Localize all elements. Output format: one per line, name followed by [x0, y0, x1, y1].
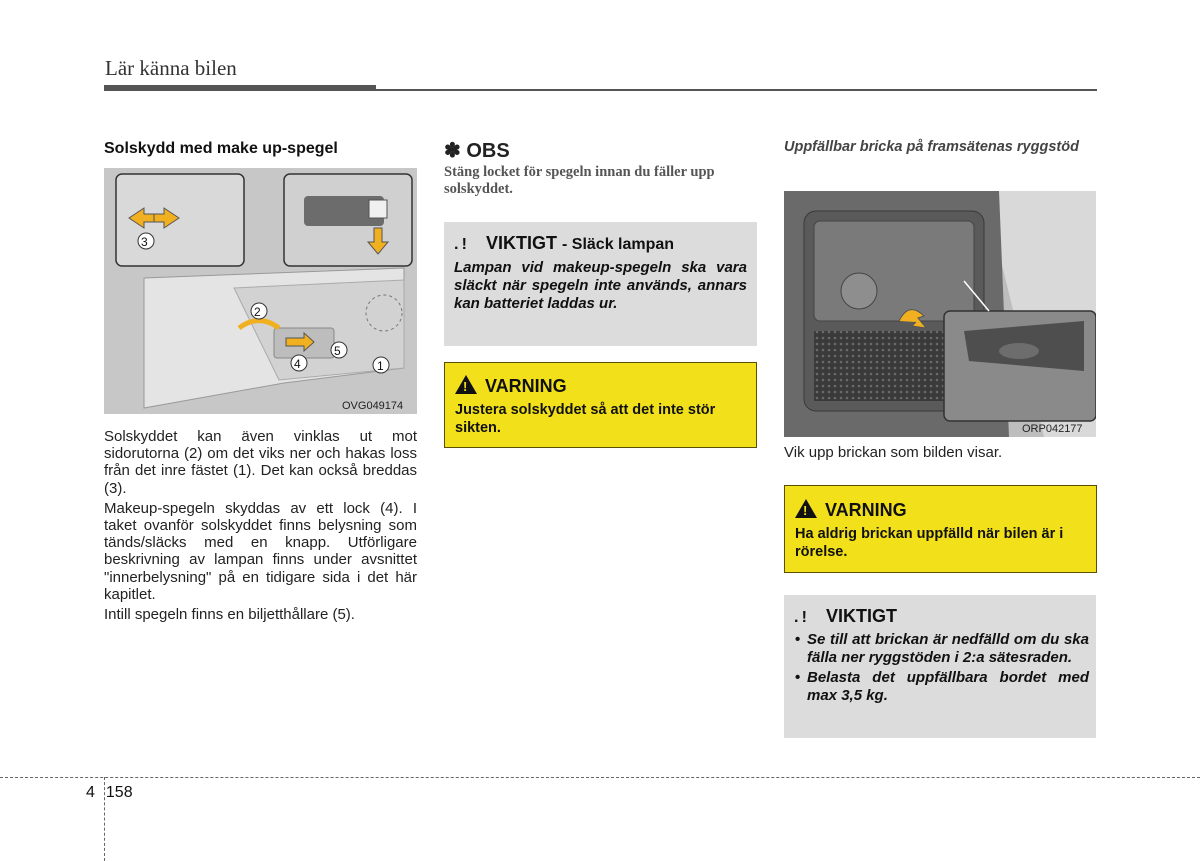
- viktigt-bullets: [789, 631, 1089, 707]
- viktigt-title: VIKTIGT: [486, 233, 557, 253]
- viktigt-box-lamp: [444, 222, 757, 346]
- footer-rule: [0, 777, 1200, 778]
- paragraph-1: Solskyddet kan även vinklas ut mot sidorutorna (2) om det viks ner och hakas loss från det inre fästet (1). Det kan också breddas (3).: [104, 428, 417, 497]
- header-rule-thick: [104, 85, 376, 91]
- callout-3: 3: [141, 235, 148, 249]
- varning-text-2: Ha aldrig brickan uppfälld när bilen är i rörelse.: [795, 526, 1064, 560]
- chapter-number: 4: [86, 784, 95, 801]
- sun-visor-illustration: [104, 168, 417, 414]
- viktigt-subtitle: - Släck lampan: [562, 236, 675, 253]
- viktigt-box-tray: [784, 595, 1096, 738]
- obs-text: Stäng locket för spegeln innan du fäller upp solskyddet.: [444, 164, 715, 197]
- callout-4: 4: [294, 357, 301, 371]
- page-number: [86, 784, 144, 802]
- tray-illustration: [784, 191, 1096, 437]
- varning-title-2: VARNING: [825, 500, 907, 520]
- varning-box-tray: [784, 485, 1097, 573]
- figure-code-1: OVG049174: [342, 400, 404, 412]
- caution-icon: . !: [794, 609, 807, 626]
- caution-icon: . !: [454, 236, 467, 253]
- sun-visor-drawing: [104, 168, 417, 414]
- obs-title: ✽ OBS: [444, 140, 510, 162]
- tray-drawing: [784, 191, 1096, 437]
- paragraph-2: Makeup-spegeln skyddas av ett lock (4). I taket ovanför solskyddet finns belysning som tänds/släcks med en knapp. Utförligare beskrivning av lampan finns under avsnittet "innerbelysning" på en tidigare sida i det här kapitlet.: [104, 499, 417, 603]
- varning-box-visor: [444, 362, 757, 448]
- viktigt-title-2: VIKTIGT: [826, 606, 897, 626]
- callout-5: 5: [334, 344, 341, 358]
- header-rule-thin: [376, 89, 1097, 91]
- section-heading-sun-visor: Solskydd med make up-spegel: [104, 140, 338, 157]
- sun-visor-body-text: [104, 428, 417, 626]
- varning-text: Justera solskyddet så att det inte stör sikten.: [455, 402, 716, 436]
- list-item: • Se till att brickan är nedfälld om du ska fälla ner ryggstöden i 2:a sätesraden.: [789, 631, 1089, 667]
- page-number-value: 158: [105, 784, 133, 801]
- warning-triangle-icon: [455, 375, 477, 394]
- chapter-header-title: Lär känna bilen: [105, 56, 237, 80]
- callout-2: 2: [254, 305, 261, 319]
- varning-title: VARNING: [485, 376, 567, 396]
- paragraph-3: Intill spegeln finns en biljetthållare (5).: [104, 606, 355, 624]
- tray-caption: Vik upp brickan som bilden visar.: [784, 444, 1003, 461]
- callout-1: 1: [377, 359, 384, 373]
- warning-triangle-icon: [795, 499, 817, 518]
- list-item: • Belasta det uppfällbara bordet med max 3,5 kg.: [789, 669, 1089, 705]
- section-heading-tray: Uppfällbar bricka på framsätenas ryggstöd: [784, 139, 1079, 155]
- figure-code-2: ORP042177: [1022, 423, 1083, 435]
- viktigt-text: Lampan vid makeup-spegeln ska vara släckt när spegeln inte används, annars kan batteriet laddas ur.: [454, 259, 747, 312]
